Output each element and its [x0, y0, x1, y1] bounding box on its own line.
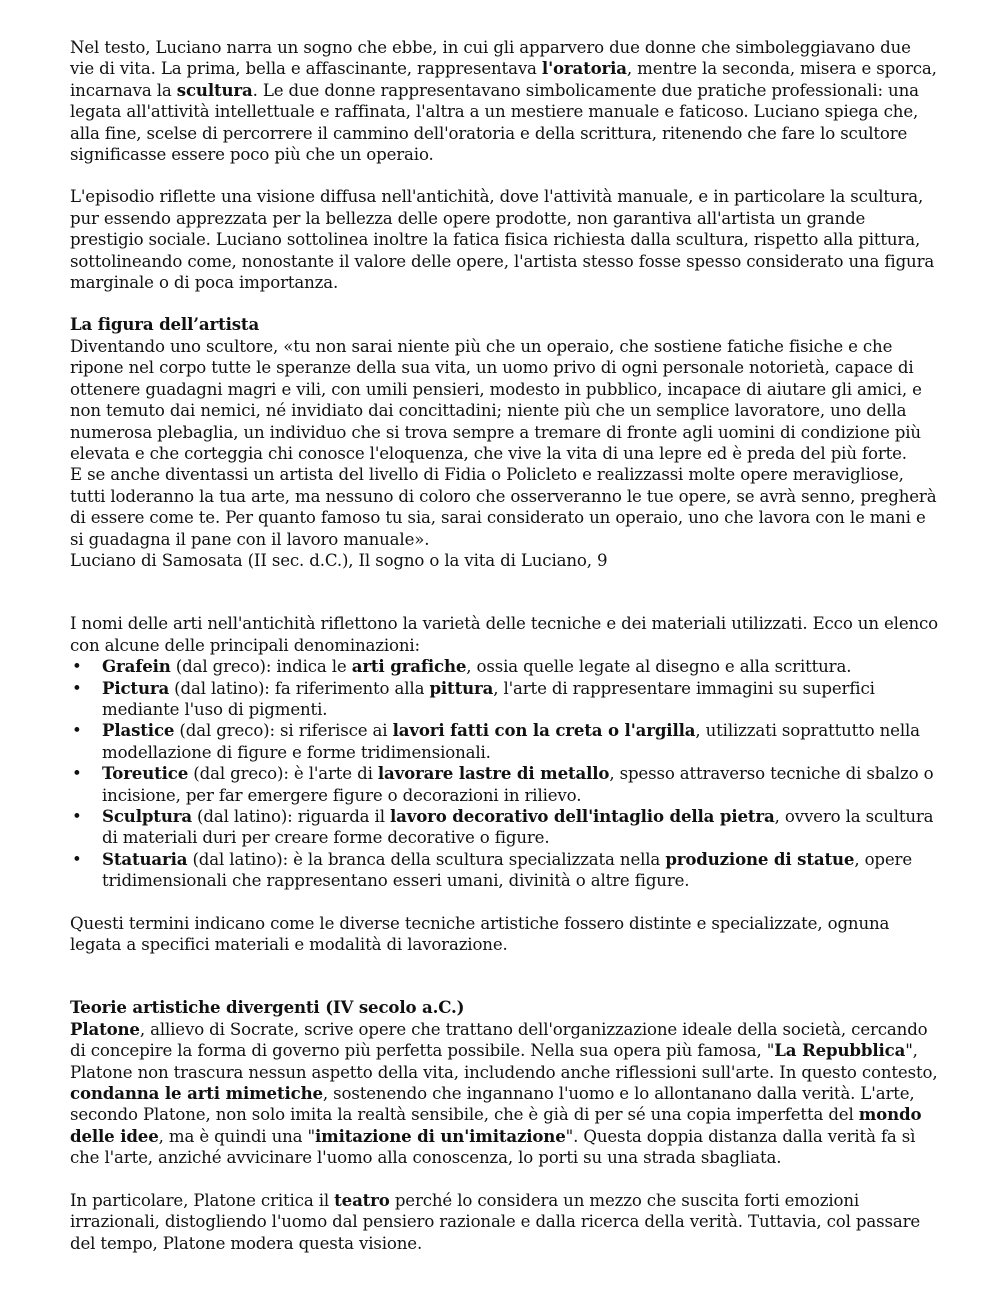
bold-term-mondo-idee: mondo delle idee — [70, 1104, 922, 1146]
list-item — [70, 849, 938, 892]
art-term: Sculptura — [102, 806, 192, 826]
text-run: , ma è quindi una " — [158, 1126, 316, 1146]
text-run: (dal greco): è l'arte di — [188, 764, 378, 784]
paragraph-spacer — [70, 955, 938, 997]
bullet-icon: • — [72, 807, 82, 826]
text-run: (dal greco): si riferisce ai — [174, 721, 393, 741]
art-term: Plastice — [102, 720, 175, 741]
paragraph-spacer — [70, 165, 938, 186]
text-run: , sostenendo che ingannano l'uomo e lo allontanano dalla verità. L'arte, secondo Platone, non solo imita la realtà sensibile, che è già di per sé una copia imperfetta del — [70, 1084, 915, 1125]
section-heading-artist: La figura dell’artista — [70, 314, 260, 335]
text-run: , opere tridimensionali che rappresentano esseri umani, divinità o altre figure. — [102, 849, 913, 891]
paragraph-spacer — [70, 571, 938, 613]
bullet-icon: • — [72, 721, 82, 741]
art-term: Pictura — [102, 677, 170, 698]
bold-term-oratoria: l'oratoria — [541, 58, 627, 79]
bullet-icon: • — [72, 657, 82, 677]
text-run: , ossia quelle legate al disegno e alla scrittura. — [466, 657, 852, 677]
text-run: , l'arte di rappresentare immagini su superfici mediante l'uso di pigmenti. — [102, 678, 875, 719]
text-run: Nel testo, Luciano narra un sogno che ebbe, in cui gli apparvero due donne che simboleggiavano due vie di vita. La prima, bella e affascinante, rappresentava — [70, 38, 911, 79]
bold-term-arti-mimetiche: condanna le arti mimetiche — [70, 1083, 323, 1104]
plato-paragraph — [70, 1019, 938, 1169]
arts-intro: I nomi delle arti nell'antichità riflettono la varietà delle tecniche e dei materiali utilizzati. Ecco un elenco con alcune delle principali denominazioni: — [70, 614, 939, 655]
text-run: (dal greco): indica le — [170, 657, 352, 677]
art-term: Statuaria — [102, 848, 188, 869]
text-run: , mentre la seconda, misera e sporca, incarnava la — [70, 59, 937, 100]
arts-list — [70, 656, 938, 891]
art-key: arti grafiche — [351, 656, 467, 677]
quote-paragraph-2: E se anche diventassi un artista del livello di Fidia o Policleto e realizzassi molte opere meravigliose, tutti loderanno la tua arte, ma nessuno di coloro che osserveranno le tue opere, se avrà senno, pregherà di essere come te. Per quanto famoso tu sia, sarai considerato un operaio, uno che lavora con le mani e si guadagna il pane con il lavoro manuale». — [70, 465, 937, 549]
art-key: lavori fatti con la creta o l'argilla — [392, 720, 696, 741]
list-item — [70, 720, 938, 763]
quote-paragraph-1: Diventando uno scultore, «tu non sarai niente più che un operaio, che sostiene fatiche fisiche e che ripone nel corpo tutte le speranze della sua vita, un uomo privo di ogni personale notorietà, capace di ottenere guadagni magri e vili, con umili pensieri, modesto in pubblico, incapace di aiutare gli amici, e non temuto dai nemici, né invidiato dai concittadini; niente più che un semplice lavoratore, uno della numerosa plebaglia, un individuo che si trova sempre a tremare di fronte agli uomini di condizione più elevata e che corteggia chi conosce l'eloquenza, che vive la vita di una lepre ed è preda del più forte. — [70, 336, 922, 463]
text-run: , spesso attraverso tecniche di sbalzo o incisione, per far emergere figure o decorazioni in rilievo. — [102, 764, 934, 805]
art-term: Grafein — [102, 656, 171, 677]
bullet-icon: • — [72, 849, 82, 869]
list-item — [70, 763, 938, 806]
text-run: (dal latino): fa riferimento alla — [169, 678, 430, 698]
text-run: . Le due donne rappresentavano simbolicamente due pratiche professionali: una legata all'attività intellettuale e raffinata, l'altra a un mestiere manuale e faticoso. Luciano spiega che, alla fine, scelse di percorrere il cammino dell'oratoria e della scrittura, ritenendo che fare lo scultore significasse essere poco più che un operaio. — [70, 80, 919, 165]
arts-closing: Questi termini indicano come le diverse tecniche artistiche fossero distinte e specializzate, ognuna legata a specifici materiali e modalità di lavorazione. — [70, 913, 890, 955]
intro-paragraph — [70, 37, 938, 165]
text-run: ", Platone non trascura nessun aspetto della vita, includendo anche riflessioni sull'arte. In questo contesto, — [70, 1041, 938, 1082]
art-key: lavoro decorativo dell'intaglio della pietra — [389, 806, 775, 826]
paragraph-spacer — [70, 293, 938, 314]
quote-source: Luciano di Samosata (II sec. d.C.), Il sogno o la vita di Luciano, 9 — [70, 550, 608, 570]
text-run: , allievo di Socrate, scrive opere che trattano dell'organizzazione ideale della società, cercando di concepire la forma di governo più perfetta possibile. Nella sua opera più famosa, " — [70, 1019, 928, 1061]
art-key: produzione di statue — [665, 848, 855, 869]
bold-term-repubblica: La Repubblica — [774, 1040, 906, 1061]
text-run: In particolare, Platone critica il — [70, 1190, 335, 1210]
art-key: lavorare lastre di metallo — [377, 763, 610, 784]
text-run: , utilizzati soprattutto nella modellazione di figure e forme tridimensionali. — [102, 721, 920, 762]
bullet-icon: • — [72, 678, 82, 698]
bullet-icon: • — [72, 764, 82, 784]
bold-term-scultura: scultura — [176, 79, 253, 100]
text-run: ". Questa doppia distanza dalla verità fa sì che l'arte, anziché avvicinare l'uomo alla conoscenza, lo porti su una strada sbagliata. — [70, 1126, 916, 1168]
text-run: , ovvero la scultura di materiali duri per creare forme decorative o figure. — [102, 807, 934, 848]
paragraph-spacer — [70, 1169, 938, 1190]
art-key: pittura — [429, 677, 494, 698]
bold-term-teatro: teatro — [334, 1189, 390, 1210]
paragraph-spacer — [70, 892, 938, 913]
list-item — [70, 678, 938, 721]
theatre-paragraph — [70, 1190, 938, 1254]
context-paragraph: L'episodio riflette una visione diffusa nell'antichità, dove l'attività manuale, e in particolare la scultura, pur essendo apprezzata per la bellezza delle opere prodotte, non garantiva all'artista un grande prestigio sociale. Luciano sottolinea inoltre la fatica fisica richiesta dalla scultura, rispetto alla pittura, sottolineando come, nonostante il valore delle opere, l'artista stesso fosse spesso considerato una figura marginale o di poca importanza. — [70, 187, 935, 293]
text-run: (dal latino): riguarda il — [191, 807, 390, 826]
text-run: (dal latino): è la branca della scultura specializzata nella — [187, 849, 666, 869]
bold-term-imitazione: imitazione di un'imitazione — [315, 1125, 566, 1146]
list-item — [70, 656, 938, 677]
list-item — [70, 806, 938, 849]
text-run: perché lo considera un mezzo che suscita forti emozioni irrazionali, distogliendo l'uomo dal pensiero razionale e dalla ricerca della verità. Tuttavia, col passare del tempo, Platone modera questa visione. — [70, 1190, 921, 1253]
bold-term-platone: Platone — [70, 1018, 140, 1039]
art-term: Toreutice — [102, 763, 189, 784]
section-heading-theories: Teorie artistiche divergenti (IV secolo a.C.) — [70, 997, 465, 1018]
